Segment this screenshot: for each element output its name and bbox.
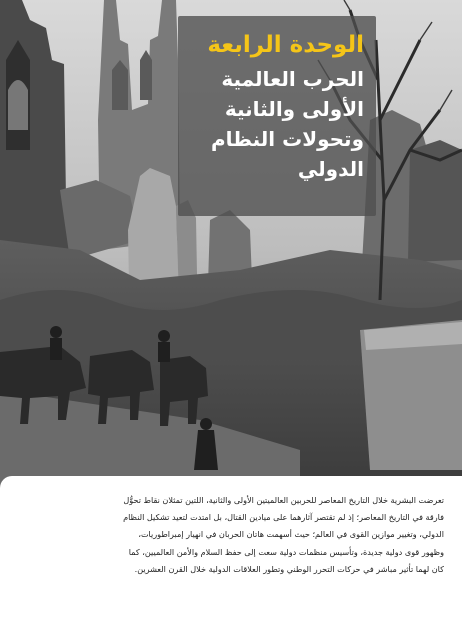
unit-title-box <box>178 16 376 216</box>
lesson-title <box>188 64 364 184</box>
lesson-title-line: وتحولات النظام <box>210 127 364 151</box>
intro-line: كان لهما تأثير مباشر في حركات التحرر الوطني وتطور العلاقات الدولية خلال القرن العشرين. <box>134 563 444 574</box>
lesson-title-line: الدولي <box>297 157 364 181</box>
unit-label: الوحدة الرابعة <box>207 32 364 58</box>
lesson-title-line: الأولى والثانية <box>224 97 364 121</box>
intro-paragraph <box>16 492 444 578</box>
intro-line: وظهور قوى دولية جديدة، وتأسيس منظمات دولية سعت إلى حفظ السلام والأمن العالميين، كما <box>128 546 444 557</box>
intro-line: فارقة في التاريخ المعاصر؛ إذ لم تقتصر آثارهما على ميادين القتال، بل امتدت لتعيد تشكيل النظام <box>123 512 444 523</box>
intro-line: تعرضت البشرية خلال التاريخ المعاصر للحربين العالميتين الأولى والثانية، اللتين تمثلان نقاط تحوُّل <box>123 495 444 505</box>
lesson-title-line: الحرب العالمية <box>221 67 364 91</box>
intro-line: الدولي، وتغيير موازين القوى في العالم؛ حيث أسهمت هاتان الحربان في انهيار إمبراطوريات، <box>138 529 444 540</box>
